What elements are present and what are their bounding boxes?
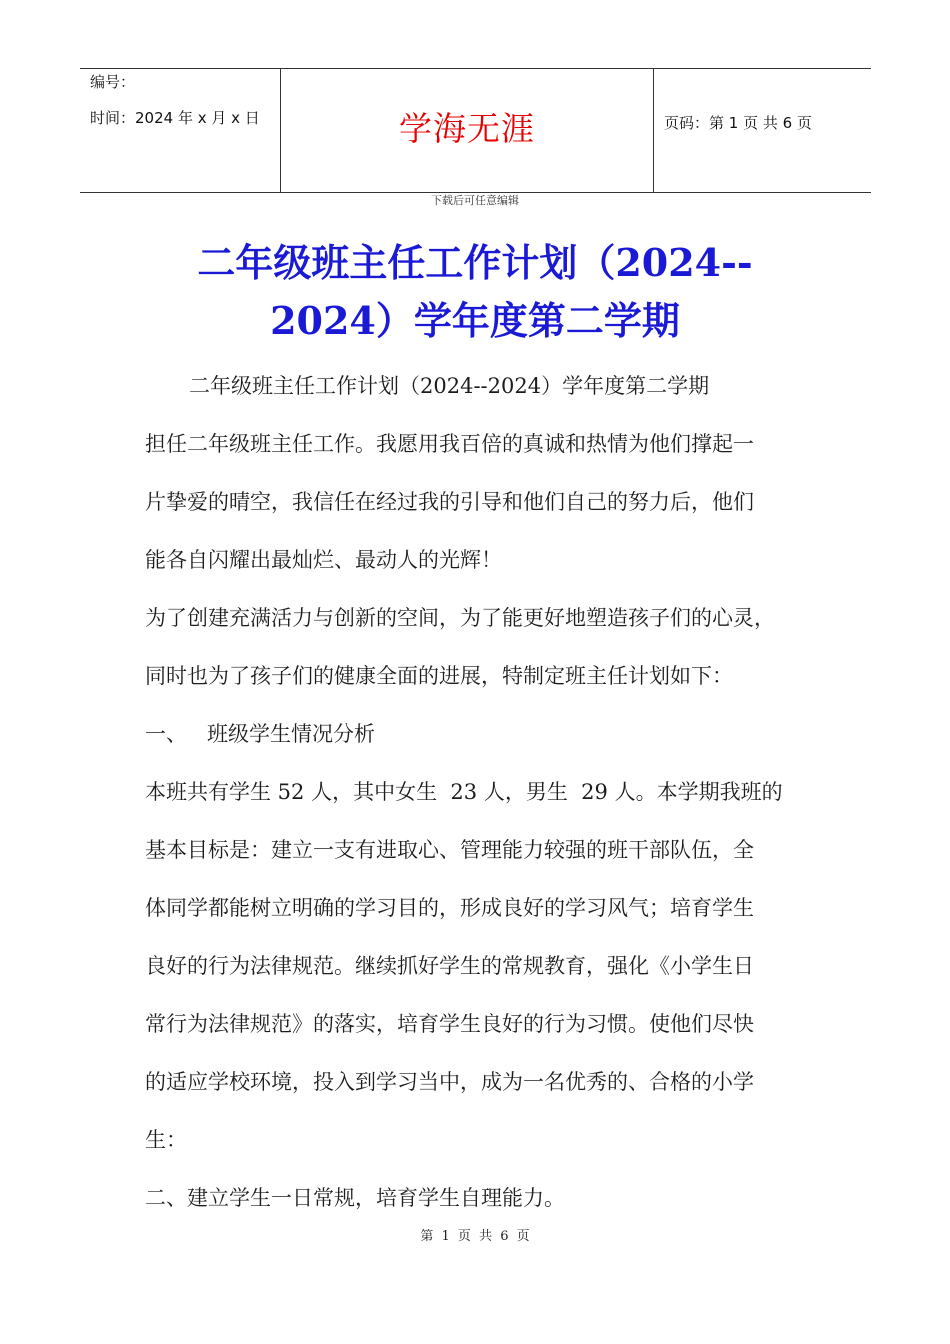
paragraph-1-line: 担任二年级班主任工作。我愿用我百倍的真诚和热情为他们撑起一 (145, 432, 754, 456)
title-line-1: 二年级班主任工作计划（2024-- (197, 240, 753, 285)
paragraph-3-line: 的适应学校环境，投入到学习当中，成为一名优秀的、合格的小学 (145, 1070, 754, 1094)
paragraph-3-line: 常行为法律规范》的落实，培育学生良好的行为习惯。使他们尽快 (145, 1012, 754, 1036)
document-body (145, 357, 815, 1227)
document-time-label: 时间：2024 年 x 月 x 日 (90, 109, 260, 127)
page-title (100, 234, 850, 350)
paragraph-1-line: 能各自闪耀出最灿烂、最动人的光辉！ (145, 548, 502, 572)
document-number-label: 编号： (90, 73, 136, 91)
page-footer: 第 1 页 共 6 页 (420, 1229, 530, 1244)
paragraph-2-line: 同时也为了孩子们的健康全面的进展，特制定班主任计划如下： (145, 664, 733, 688)
paragraph-3-line: 良好的行为法律规范。继续抓好学生的常规教育，强化《小学生日 (145, 954, 754, 978)
editable-note: 下载后可任意编辑 (431, 194, 519, 207)
subtitle-line: 二年级班主任工作计划（2024--2024）学年度第二学期 (189, 374, 710, 398)
section-1-heading: 一、 班级学生情况分析 (145, 722, 376, 746)
paragraph-3-line: 生： (145, 1128, 187, 1152)
header-left-cell (80, 69, 281, 193)
section-2-heading: 二、建立学生一日常规，培育学生自理能力。 (145, 1186, 565, 1210)
brand-title: 学海无涯 (399, 109, 535, 148)
paragraph-3-line: 基本目标是：建立一支有进取心、管理能力较强的班干部队伍，全 (145, 838, 754, 862)
title-line-2: 2024）学年度第二学期 (270, 298, 680, 343)
paragraph-1-line: 片挚爱的晴空，我信任在经过我的引导和他们自己的努力后，他们 (145, 490, 754, 514)
document-header (80, 68, 871, 193)
paragraph-3-line: 本班共有学生 52 人，其中女生 23 人，男生 29 人。本学期我班的 (145, 780, 783, 804)
header-mid-cell (281, 69, 654, 193)
page-info-label: 页码：第 1 页 共 6 页 (664, 114, 812, 132)
header-right-cell (654, 69, 871, 193)
paragraph-3-line: 体同学都能树立明确的学习目的，形成良好的学习风气；培育学生 (145, 896, 754, 920)
paragraph-2-line: 为了创建充满活力与创新的空间，为了能更好地塑造孩子们的心灵， (145, 606, 775, 630)
